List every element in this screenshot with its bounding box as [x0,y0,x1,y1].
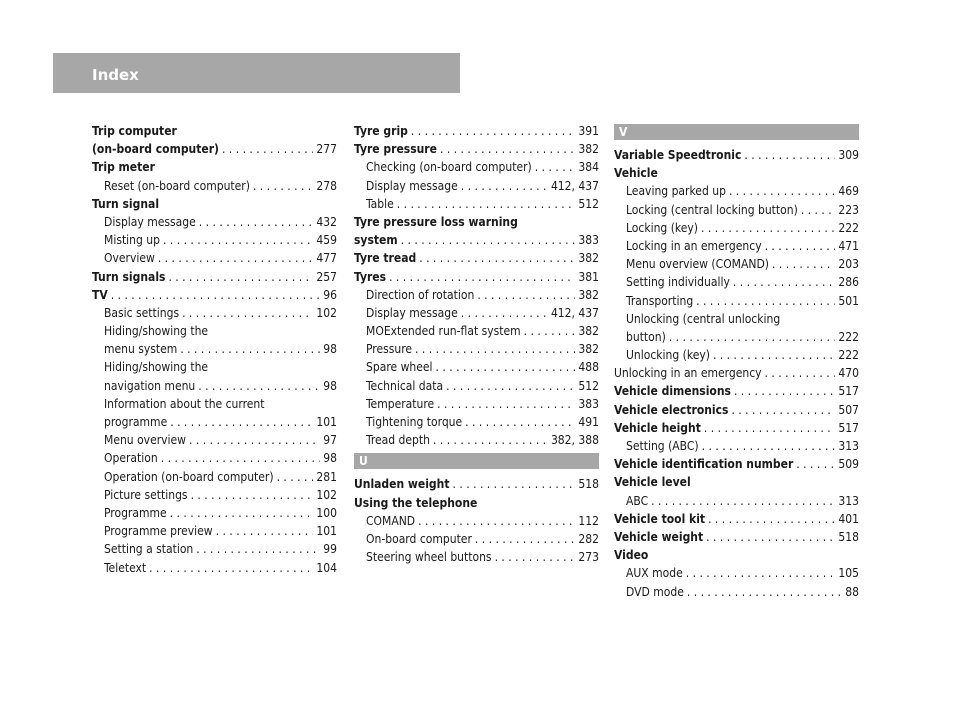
index-subentry [92,431,337,449]
index-subentry [614,255,859,273]
dot-leader [535,158,576,176]
page-number: 488 [578,360,599,375]
entry-term: Display message [104,214,196,229]
index-entry [92,286,337,304]
page-number: 459 [316,233,337,248]
index-subentry [354,158,599,176]
index-subentry [92,358,337,376]
dot-leader [433,431,548,449]
index-subentry [354,395,599,413]
dot-leader [733,273,836,291]
page-number: 432 [316,214,337,229]
dot-leader [222,140,313,158]
dot-leader [182,304,313,322]
dot-leader [111,286,321,304]
index-entry [614,164,859,182]
dot-leader [161,449,321,467]
entry-term: Display message [366,305,458,320]
entry-term: Misting up [104,233,160,248]
page-number: 517 [838,384,859,399]
index-subentry [354,413,599,431]
entry-term: Operation (on-board computer) [104,469,274,484]
entry-term: Setting individually [626,275,730,290]
index-subentry [354,530,599,548]
page-number: 382 [578,287,599,302]
entry-term: Variable Speedtronic [614,148,742,162]
page-number: 382, 388 [550,433,599,448]
index-subentry [354,286,599,304]
index-subentry [92,304,337,322]
entry-term: Pressure [366,342,413,357]
section-letter: V [614,124,859,140]
dot-leader [477,286,575,304]
page-number: 96 [323,287,337,302]
entry-term: Table [366,196,394,211]
index-column-2 [354,122,599,566]
dot-leader [796,455,835,473]
dot-leader [669,328,836,346]
page-number: 102 [316,487,337,502]
entry-term: DVD mode [626,584,684,599]
entry-term: navigation menu [104,378,196,393]
entry-term: Programme [104,505,167,520]
entry-term: Programme preview [104,524,213,539]
entry-term: TV [92,287,108,302]
entry-term: Transporting [626,293,694,308]
dot-leader [475,530,576,548]
dot-leader [734,382,835,400]
index-subentry [92,213,337,231]
entry-term: Tyres [354,269,387,284]
page-number: 98 [323,342,337,357]
dot-leader [397,195,576,213]
index-subentry [354,322,599,340]
page-number: 382 [578,342,599,357]
index-entry [92,122,337,140]
index-entry [354,475,599,493]
entry-term: Trip meter [92,160,155,175]
index-entry [92,140,337,158]
page-number: 278 [316,178,337,193]
dot-leader [198,377,320,395]
index-subentry [92,522,337,540]
index-entry [354,249,599,267]
index-subentry [614,328,859,346]
index-entry [354,494,599,512]
entry-term: Menu overview (COMAND) [626,257,769,272]
page-number: 512 [578,378,599,393]
dot-leader [461,304,548,322]
index-subentry [92,395,337,413]
entry-term: Picture settings [104,487,188,502]
page-number: 501 [838,293,859,308]
dot-leader [180,340,320,358]
page-number: 101 [316,524,337,539]
index-subentry [92,377,337,395]
entry-term: Tightening torque [366,415,463,429]
entry-term: Vehicle tool kit [614,511,706,526]
page-number: 99 [323,542,337,557]
dot-leader [199,213,314,231]
page-number: 98 [323,451,337,466]
dot-leader [772,255,835,273]
page-number: 382 [578,251,599,266]
entry-term: Tyre tread [354,251,417,266]
entry-term: (on-board computer) [92,142,219,157]
index-column-3 [614,122,859,601]
page-number: 100 [316,505,337,520]
page-number: 313 [838,493,859,508]
dot-leader [189,431,320,449]
entry-term: Leaving parked up [626,184,726,199]
index-subentry [92,504,337,522]
index-entry [614,401,859,419]
dot-leader [170,504,314,522]
page-number: 277 [316,142,337,157]
page-number: 281 [316,469,337,484]
index-entry [614,546,859,564]
entry-term: ABC [626,493,649,508]
index-subentry [92,486,337,504]
entry-term: Direction of rotation [366,287,475,302]
entry-term: menu system [104,342,178,357]
entry-term: Vehicle weight [614,529,704,544]
dot-leader [446,377,575,395]
index-subentry [354,177,599,195]
entry-term: Operation [104,451,158,466]
entry-term: Display message [366,178,458,193]
section-letter: U [354,453,599,469]
dot-leader [731,401,835,419]
entry-term: AUX mode [626,566,683,581]
page-number: 509 [838,457,859,472]
page-number: 203 [838,257,859,272]
entry-term: Tread depth [366,433,430,448]
entry-term: Unlocking (key) [626,348,710,363]
page-number: 383 [578,233,599,248]
entry-term: system [354,233,398,248]
dot-leader [411,122,576,140]
page-number: 104 [316,560,337,575]
page-number: 223 [838,202,859,217]
entry-term: COMAND [366,513,416,528]
dot-leader [216,522,314,540]
index-entry [614,455,859,473]
page-number: 383 [578,396,599,411]
dot-leader [729,182,835,200]
dot-leader [765,237,836,255]
page-number: 222 [838,329,859,344]
entry-term: Vehicle dimensions [614,384,731,399]
entry-term: Locking (central locking button) [626,202,798,217]
page-number: 384 [578,160,599,175]
entry-term: Technical data [366,378,444,393]
index-subentry [614,273,859,291]
dot-leader [419,249,575,267]
page-number: 105 [838,566,859,581]
page-number: 412, 437 [550,305,599,320]
index-entry [354,268,599,286]
entry-term: Vehicle [614,166,658,181]
dot-leader [706,528,835,546]
index-subentry [614,219,859,237]
index-subentry [92,231,337,249]
entry-term: Teletext [104,560,147,575]
entry-term: Using the telephone [354,495,478,510]
dot-leader [170,413,313,431]
dot-leader [196,540,320,558]
entry-term: Vehicle level [614,475,691,490]
dot-leader [191,486,314,504]
entry-term: Turn signal [92,196,160,211]
page-number: 101 [316,415,337,429]
dot-leader [453,475,576,493]
entry-term: Locking in an emergency [626,238,762,253]
index-subentry [354,304,599,322]
page-number: 518 [578,477,599,492]
dot-leader [253,177,313,195]
index-subentry [92,322,337,340]
entry-term: Turn signals [92,269,166,284]
index-subentry [614,292,859,310]
dot-leader [168,268,313,286]
index-subentry [614,182,859,200]
page-number: 517 [838,420,859,435]
index-subentry [614,492,859,510]
dot-leader [713,346,835,364]
dot-leader [651,492,835,510]
index-entry [614,528,859,546]
index-subentry [354,512,599,530]
entry-term: Checking (on-board computer) [366,160,532,175]
index-subentry [354,548,599,566]
index-subentry [92,249,337,267]
entry-term: Reset (on-board computer) [104,178,250,193]
index-subentry [354,195,599,213]
index-column-1 [92,122,337,577]
entry-term: Unlocking in an emergency [614,366,762,381]
entry-term: Vehicle height [614,420,701,435]
entry-term: button) [626,329,666,344]
dot-leader [401,231,576,249]
page-number: 401 [838,511,859,526]
page-number: 391 [578,124,599,138]
dot-leader [744,146,835,164]
dot-leader [461,177,548,195]
index-subentry [614,346,859,364]
page-number: 382 [578,142,599,157]
entry-term: Vehicle identification number [614,457,794,472]
page-number: 491 [578,415,599,429]
dot-leader [702,437,836,455]
index-subentry [614,583,859,601]
index-entry [92,195,337,213]
entry-term: MOExtended run-flat system [366,324,521,339]
page-number: 222 [838,348,859,363]
dot-leader [163,231,313,249]
entry-term: Menu overview [104,433,187,448]
index-subentry [614,437,859,455]
dot-leader [158,249,314,267]
page-number: 512 [578,196,599,211]
page-number: 309 [838,148,859,162]
index-entry [614,382,859,400]
dot-leader [686,564,836,582]
entry-term: Overview [104,251,155,266]
page-number: 273 [578,550,599,565]
index-subentry [614,201,859,219]
dot-leader [696,292,835,310]
index-subentry [614,310,859,328]
index-subentry [354,377,599,395]
page-number: 382 [578,324,599,339]
dot-leader [440,140,575,158]
entry-term: Tyre grip [354,124,408,138]
entry-term: Locking (key) [626,220,698,235]
index-entry [354,213,599,231]
page-number: 286 [838,275,859,290]
entry-term: Spare wheel [366,360,433,375]
page-number: 313 [838,439,859,453]
dot-leader [418,512,575,530]
page-title: Index [92,66,139,84]
index-entry [614,146,859,164]
page-number: 412, 437 [550,178,599,193]
entry-term: Setting (ABC) [626,439,699,453]
dot-leader [708,510,835,528]
page-number: 518 [838,529,859,544]
entry-term: Temperature [366,396,435,411]
dot-leader [149,559,313,577]
page-number: 470 [838,366,859,381]
page-number: 102 [316,305,337,320]
entry-term: Trip computer [92,124,177,138]
entry-term: Vehicle electronics [614,402,729,417]
index-entry [614,510,859,528]
index-subentry [614,237,859,255]
index-entry [354,122,599,140]
index-subentry [614,564,859,582]
index-entry [614,473,859,491]
entry-term: Setting a station [104,542,194,557]
index-subentry [354,431,599,449]
entry-term: Tyre pressure loss warning [354,214,518,229]
index-subentry [92,340,337,358]
page-number: 471 [838,238,859,253]
index-subentry [92,449,337,467]
page-number: 97 [323,433,337,448]
page-number: 257 [316,269,337,284]
index-subentry [92,177,337,195]
index-entry [92,158,337,176]
page-number: 112 [578,513,599,528]
dot-leader [495,548,576,566]
dot-leader [701,219,835,237]
page-number: 469 [838,184,859,199]
dot-leader [801,201,836,219]
index-entry [614,364,859,382]
entry-term: On-board computer [366,531,472,546]
dot-leader [277,468,314,486]
page-number: 507 [838,402,859,417]
entry-term: Unladen weight [354,477,450,492]
dot-leader [415,340,575,358]
entry-term: Video [614,548,649,563]
index-subentry [354,340,599,358]
page-number: 477 [316,251,337,266]
entry-term: Hiding/showing the [104,324,209,339]
index-entry [92,268,337,286]
dot-leader [765,364,836,382]
entry-term: Unlocking (central unlocking [626,311,781,326]
index-entry [354,140,599,158]
index-subentry [92,559,337,577]
entry-term: Steering wheel buttons [366,550,492,565]
page-number: 381 [578,269,599,284]
index-subentry [92,540,337,558]
entry-term: Basic settings [104,305,180,320]
dot-leader [524,322,576,340]
entry-term: Information about the current [104,396,265,411]
entry-term: programme [104,415,168,429]
page-number: 222 [838,220,859,235]
index-entry [354,231,599,249]
page-number: 282 [578,531,599,546]
dot-leader [437,395,575,413]
entry-term: Tyre pressure [354,142,437,157]
page-number: 98 [323,378,337,393]
dot-leader [687,583,842,601]
dot-leader [436,358,576,376]
index-subentry [354,358,599,376]
index-entry [614,419,859,437]
entry-term: Hiding/showing the [104,360,209,375]
index-subentry [92,413,337,431]
page-number: 88 [845,584,859,599]
index-subentry [92,468,337,486]
dot-leader [389,268,575,286]
dot-leader [704,419,836,437]
dot-leader [465,413,575,431]
